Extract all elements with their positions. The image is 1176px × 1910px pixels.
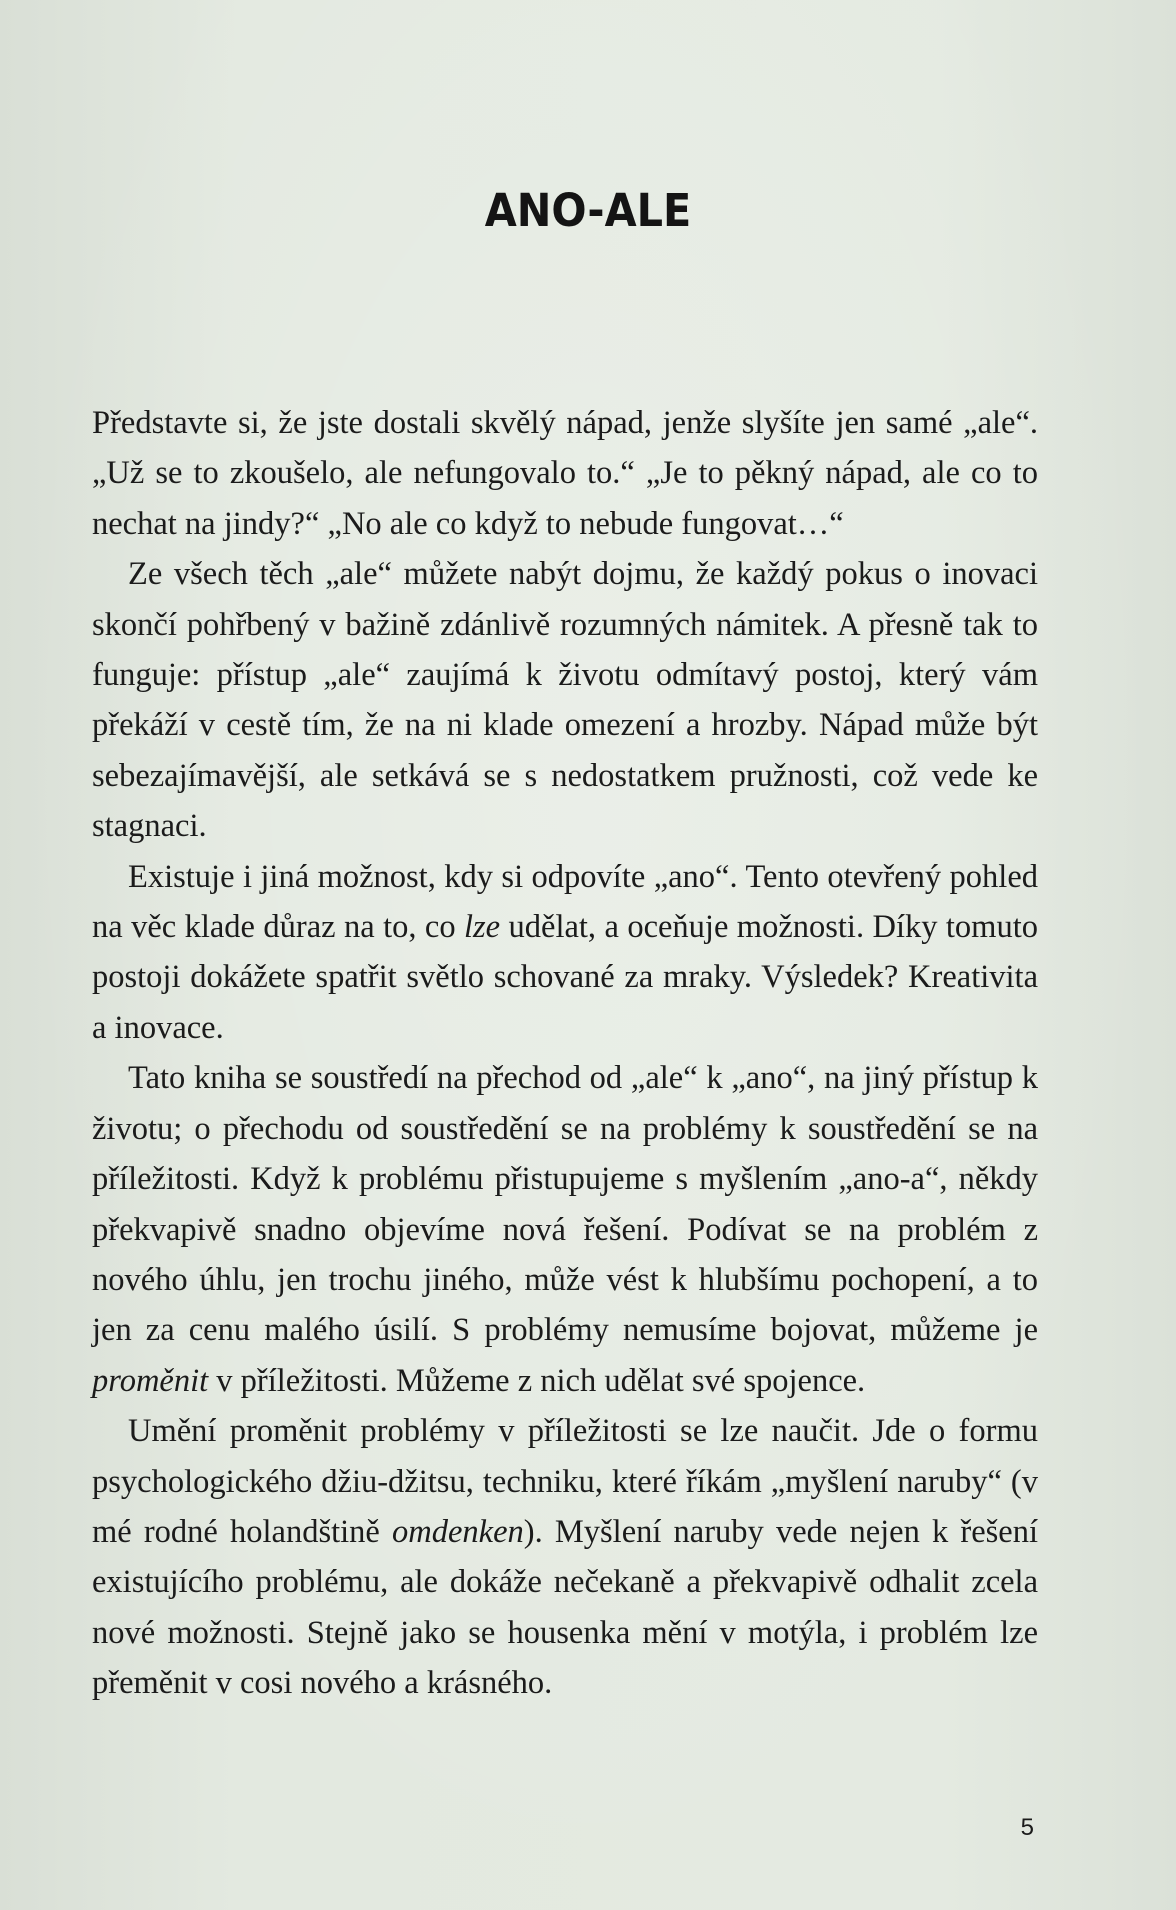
text-segment: Umění proměnit problémy v příležitosti se lze naučit. Jde o formu psychologického džiu-džitsu, techniku, které říkám „myšlení naruby“ (v mé rodné holandštině bbox=[92, 1413, 1038, 1550]
emphasized-text: proměnit bbox=[92, 1362, 209, 1399]
page-number: 5 bbox=[1020, 1814, 1034, 1841]
text-segment: udělat, a oceňuje možnosti. Díky tomuto postoji dokážete spatřit světlo schované za mraky. Výsledek? Kreativita a inovace. bbox=[92, 909, 1038, 1046]
body-text bbox=[92, 398, 1038, 1709]
paragraph bbox=[92, 549, 1038, 851]
text-segment: Existuje i jiná možnost, kdy si odpovíte „ano“. Tento otevřený pohled na věc klade důraz na to, co bbox=[92, 858, 1038, 946]
paragraph bbox=[92, 398, 1038, 549]
paragraph bbox=[92, 1053, 1038, 1406]
chapter-title: ANO-ALE bbox=[484, 184, 692, 237]
paragraph bbox=[92, 1406, 1038, 1708]
text-segment: Představte si, že jste dostali skvělý nápad, jenže slyšíte jen samé „ale“. „Už se to zkoušelo, ale nefungovalo to.“ „Je to pěkný nápad, ale co to nechat na jindy?“ „No ale co když to nebude fungovat…“ bbox=[92, 405, 1038, 542]
emphasized-text: lze bbox=[464, 909, 501, 946]
text-segment: v příležitosti. Můžeme z nich udělat své spojence. bbox=[208, 1362, 866, 1399]
text-segment: ). Myšlení naruby vede nejen k řešení existujícího problému, ale dokáže nečekaně a překvapivě odhalit zcela nové možnosti. Stejně jako se housenka mění v motýla, i problém lze přeměnit v cosi nového a krásného. bbox=[92, 1513, 1038, 1702]
text-segment: Ze všech těch „ale“ můžete nabýt dojmu, že každý pokus o inovaci skončí pohřbený v bažině zdánlivě rozumných námitek. A přesně tak to funguje: přístup „ale“ zaujímá k životu odmítavý postoj, který vám překáží v cestě tím, že na ni klade omezení a hrozby. Nápad může být sebezajímavější, ale setkává se s nedostatkem pružnosti, což vede ke stagnaci. bbox=[92, 556, 1038, 845]
emphasized-text: omdenken bbox=[392, 1513, 524, 1550]
text-segment: Tato kniha se soustředí na přechod od „ale“ k „ano“, na jiný přístup k životu; o přechodu od soustředění se na problémy k soustředění se na příležitosti. Když k problému přistupujeme s myšlením „ano-a“, někdy překvapivě snadno objevíme nová řešení. Podívat se na problém z nového úhlu, jen trochu jiného, může vést k hlubšímu pochopení, a to jen za cenu malého úsilí. S problémy nemusíme bojovat, můžeme je bbox=[92, 1060, 1038, 1349]
paragraph bbox=[92, 852, 1038, 1054]
